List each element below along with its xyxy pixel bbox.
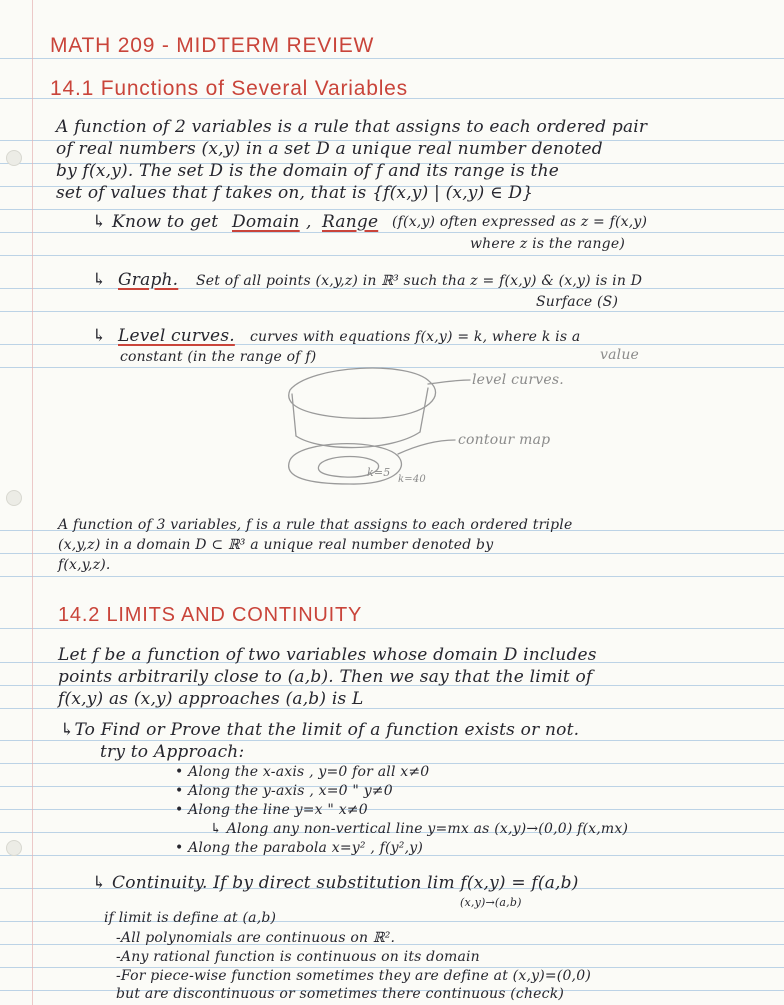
limit-def-line: points arbitrarily close to (a,b). Then we say that the limit of xyxy=(58,667,593,687)
level-curve-arrow xyxy=(428,380,470,384)
definition3-line: (x,y,z) in a domain D ⊂ ℝ³ a unique real number denoted by xyxy=(58,537,494,553)
surface-bottom-curve xyxy=(296,432,420,448)
graph-prefix: ↳ xyxy=(92,270,107,290)
definition3-line: A function of 3 variables, f is a rule that assigns to each ordered triple xyxy=(58,517,573,533)
level-text: curves with equations f(x,y) = k, where k is a xyxy=(250,329,581,345)
binder-hole xyxy=(6,490,22,506)
definition-line: of real numbers (x,y) in a set D a unique real number denoted xyxy=(56,139,603,159)
approach-parabola: • Along the parabola x=y² , f(y²,y) xyxy=(175,840,424,856)
binder-hole xyxy=(6,840,22,856)
continuity-bullet: -Any rational function is continuous on its domain xyxy=(116,949,480,965)
approach-item: • Along the x-axis , y=0 for all x≠0 xyxy=(175,764,430,780)
ruled-line xyxy=(0,553,784,554)
sketch-contour-label: contour map xyxy=(458,432,551,448)
surface-top-ellipse xyxy=(289,368,436,418)
ruled-line xyxy=(0,628,784,629)
if-limit-line: if limit is define at (a,b) xyxy=(104,910,277,926)
surface-side-left xyxy=(292,394,296,436)
sketch-k40: k=40 xyxy=(398,474,426,485)
continuity-bullet: -All polynomials are continuous on ℝ². xyxy=(116,930,396,946)
ruled-line xyxy=(0,209,784,210)
ruled-line xyxy=(0,576,784,577)
graph-label: Graph. xyxy=(118,270,179,290)
contour-arrow xyxy=(398,440,455,454)
graph-text: Set of all points (x,y,z) in ℝ³ such tha z = f(x,y) & (x,y) is in D xyxy=(196,273,643,289)
definition-line: set of values that f takes on, that is {f(x,y) | (x,y) ∈ D} xyxy=(56,183,534,203)
find-limit-line: ↳To Find or Prove that the limit of a function exists or not. xyxy=(60,720,580,740)
approach-item: • Along the line y=x " x≠0 xyxy=(175,802,368,818)
sketch-level-label: level curves. xyxy=(472,372,564,388)
section-14-1-heading: 14.1 Functions of Several Variables xyxy=(50,77,408,100)
sketch-k5: k=5 xyxy=(367,466,391,479)
range-label: Range xyxy=(322,212,379,232)
ruled-line xyxy=(0,58,784,59)
limit-def-line: f(x,y) as (x,y) approaches (a,b) is L xyxy=(58,689,364,709)
section-14-2-heading: 14.2 LIMITS AND CONTINUITY xyxy=(58,604,363,626)
approach-item: • Along the y-axis , x=0 " y≠0 xyxy=(175,783,393,799)
definition-line: A function of 2 variables is a rule that assigns to each ordered pair xyxy=(56,117,648,137)
binder-hole xyxy=(6,150,22,166)
surface-note: Surface (S) xyxy=(536,294,619,310)
continuity-line: ↳ Continuity. If by direct substitution lim f(x,y) = f(a,b) xyxy=(92,873,579,893)
continuity-bullet: -For piece-wise function sometimes they are define at (x,y)=(0,0) xyxy=(116,968,591,984)
try-approach-line: try to Approach: xyxy=(100,742,245,762)
level-curves-label: Level curves. xyxy=(118,326,235,346)
level-prefix: ↳ xyxy=(92,326,107,346)
comma: , xyxy=(306,212,312,232)
range-note: (f(x,y) often expressed as z = f(x,y) xyxy=(392,214,648,230)
level-text: constant (in the range of f) xyxy=(120,349,317,365)
limit-def-line: Let f be a function of two variables whose domain D includes xyxy=(58,645,597,665)
continuity-bullet: but are discontinuous or sometimes there continuous (check) xyxy=(116,986,565,1002)
range-note: where z is the range) xyxy=(470,236,625,252)
limit-subscript: (x,y)→(a,b) xyxy=(460,896,522,909)
domain-label: Domain xyxy=(232,212,300,232)
surface-side-right xyxy=(420,388,428,432)
know-prefix: ↳ Know to get xyxy=(92,212,219,232)
margin-line xyxy=(32,0,33,1005)
definition-line: by f(x,y). The set D is the domain of f and its range is the xyxy=(56,161,559,181)
ruled-line xyxy=(0,232,784,233)
page-title: MATH 209 - MIDTERM REVIEW xyxy=(50,34,375,57)
definition3-line: f(x,y,z). xyxy=(58,557,111,573)
ruled-line xyxy=(0,255,784,256)
value-note: value xyxy=(600,347,640,363)
ruled-line xyxy=(0,311,784,312)
ruled-line xyxy=(0,740,784,741)
approach-nonvertical: ↳ Along any non-vertical line y=mx as (x,y)→(0,0) f(x,mx) xyxy=(210,821,629,837)
ruled-line xyxy=(0,809,784,810)
